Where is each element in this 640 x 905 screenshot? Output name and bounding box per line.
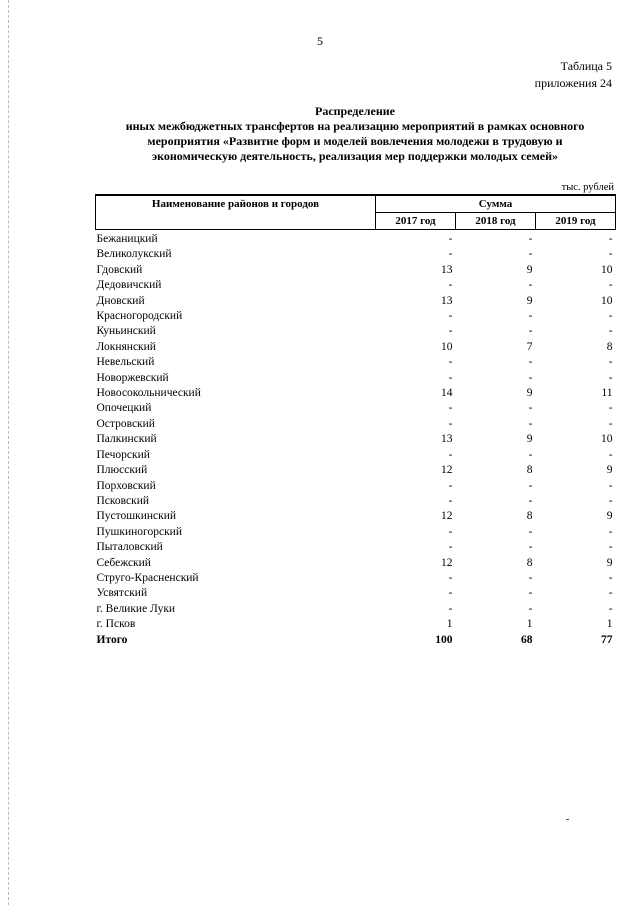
row-value: - — [528, 448, 533, 461]
row-value: - — [608, 494, 613, 507]
row-value: 8 — [606, 340, 613, 353]
row-value: - — [448, 279, 453, 292]
row-value: 13 — [441, 433, 453, 446]
row-name: Дновский — [96, 294, 145, 307]
table-row — [96, 417, 616, 432]
row-value: - — [608, 233, 613, 245]
total-value: 77 — [601, 633, 613, 646]
row-value: - — [528, 279, 533, 292]
row-value: 11 — [601, 387, 613, 400]
table-row — [96, 263, 616, 278]
row-value: - — [608, 479, 613, 492]
row-name: Красногородский — [96, 310, 183, 323]
year-header-2017: 2017 год — [376, 213, 456, 230]
name-column-header: Наименование районов и городов — [96, 195, 376, 230]
row-value: - — [528, 417, 533, 430]
table-row — [96, 617, 616, 632]
row-value: - — [608, 356, 613, 369]
row-value: - — [528, 371, 533, 384]
table-row — [96, 294, 616, 309]
row-name: Великолукский — [96, 248, 172, 261]
row-value: - — [528, 402, 533, 415]
row-value: - — [608, 602, 613, 615]
row-name: Куньинский — [96, 325, 156, 338]
row-name: Плюсский — [96, 464, 148, 477]
table-row — [96, 401, 616, 416]
row-name: Печорский — [96, 448, 150, 461]
row-value: 9 — [526, 387, 533, 400]
title-line-2: иных межбюджетных трансфертов на реализацию мероприятий в рамках основного — [125, 119, 585, 133]
row-name: Бежаницкий — [96, 233, 158, 245]
row-value: 13 — [441, 263, 453, 276]
row-name: Локнянский — [96, 340, 156, 353]
row-value: 9 — [606, 556, 613, 569]
row-value: - — [528, 525, 533, 538]
row-value: - — [608, 310, 613, 323]
row-value: - — [448, 310, 453, 323]
row-value: - — [448, 233, 453, 245]
table-row — [96, 448, 616, 463]
row-name: Дедовичский — [96, 279, 162, 292]
table-row — [96, 571, 616, 586]
row-value: 14 — [441, 387, 453, 400]
page-number: 5 — [317, 34, 323, 48]
row-name: Усвятский — [96, 587, 148, 600]
row-value: - — [528, 587, 533, 600]
row-value: - — [528, 571, 533, 584]
table-row — [96, 463, 616, 478]
row-name: Пыталовский — [96, 541, 163, 554]
title-line-4: экономическую деятельность, реализация мер поддержки молодых семей» — [151, 149, 559, 163]
row-value: - — [608, 248, 613, 261]
row-name: Новосокольнический — [96, 387, 201, 400]
row-value: 9 — [526, 294, 533, 307]
row-value: - — [528, 233, 533, 245]
row-value: - — [608, 587, 613, 600]
row-value: 8 — [526, 556, 533, 569]
page-edge-rule — [8, 0, 9, 905]
row-value: 9 — [526, 433, 533, 446]
row-value: - — [528, 248, 533, 261]
row-value: - — [608, 325, 613, 338]
row-value: 10 — [441, 340, 453, 353]
document-title — [90, 104, 620, 164]
stray-mark: - — [566, 814, 570, 825]
table-row — [96, 479, 616, 494]
table-row — [96, 309, 616, 324]
row-value: - — [448, 479, 453, 492]
row-name: Пустошкинский — [96, 510, 177, 523]
row-value: - — [448, 248, 453, 261]
row-value: 9 — [526, 263, 533, 276]
row-value: 1 — [526, 618, 533, 631]
table-body — [96, 230, 616, 648]
table-row — [96, 509, 616, 524]
row-value: - — [528, 602, 533, 615]
row-value: - — [448, 494, 453, 507]
row-name: Невельский — [96, 356, 155, 369]
row-name: Струго-Красненский — [96, 571, 199, 584]
row-name: Порховский — [96, 479, 156, 492]
table-reference — [535, 58, 612, 92]
row-value: - — [448, 325, 453, 338]
row-value: - — [448, 571, 453, 584]
table-row — [96, 324, 616, 339]
row-name: Гдовский — [96, 263, 143, 276]
year-header-2019: 2019 год — [536, 213, 616, 230]
row-value: - — [528, 356, 533, 369]
total-value: 100 — [435, 633, 453, 646]
row-value: 9 — [606, 464, 613, 477]
row-name: Палкинский — [96, 433, 157, 446]
row-value: - — [608, 525, 613, 538]
row-value: - — [608, 417, 613, 430]
total-row — [96, 633, 616, 648]
table-row — [96, 540, 616, 555]
row-value: 12 — [441, 464, 453, 477]
table-row — [96, 340, 616, 355]
table-row — [96, 386, 616, 401]
row-value: - — [608, 448, 613, 461]
table-row — [96, 602, 616, 617]
row-value: 13 — [441, 294, 453, 307]
table-row — [96, 494, 616, 509]
row-name: Новоржевский — [96, 371, 169, 384]
row-value: - — [528, 325, 533, 338]
row-value: 1 — [606, 618, 613, 631]
row-name: г. Псков — [96, 618, 136, 631]
row-value: 12 — [441, 556, 453, 569]
table-row — [96, 355, 616, 370]
row-value: 10 — [601, 433, 613, 446]
row-value: 9 — [606, 510, 613, 523]
row-name: Островский — [96, 417, 155, 430]
row-value: 10 — [601, 263, 613, 276]
row-value: - — [448, 602, 453, 615]
table-row — [96, 278, 616, 293]
row-value: - — [448, 541, 453, 554]
row-value: - — [448, 356, 453, 369]
row-value: - — [528, 494, 533, 507]
row-name: Себежский — [96, 556, 151, 569]
total-value: 68 — [521, 633, 533, 646]
row-value: - — [448, 371, 453, 384]
table-reference-line-1: Таблица 5 — [560, 59, 612, 73]
row-value: - — [528, 479, 533, 492]
row-value: 8 — [526, 510, 533, 523]
row-value: - — [448, 448, 453, 461]
row-value: - — [608, 571, 613, 584]
row-value: - — [448, 525, 453, 538]
row-value: - — [448, 417, 453, 430]
table-row — [96, 371, 616, 386]
row-value: - — [448, 402, 453, 415]
row-value: 1 — [446, 618, 453, 631]
title-line-1: Распределение — [314, 104, 396, 118]
row-value: - — [608, 402, 613, 415]
row-name: Пушкиногорский — [96, 525, 182, 538]
table-reference-line-2: приложения 24 — [534, 76, 612, 90]
table-row — [96, 432, 616, 447]
row-name: г. Великие Луки — [96, 602, 176, 615]
table-row — [96, 556, 616, 571]
row-value: 10 — [601, 294, 613, 307]
title-line-3: мероприятия «Развитие форм и моделей вовлечения молодежи в трудовую и — [147, 134, 563, 148]
table-row — [96, 525, 616, 540]
row-name: Псковский — [96, 494, 150, 507]
row-value: - — [608, 541, 613, 554]
row-value: 8 — [526, 464, 533, 477]
total-label: Итого — [96, 633, 128, 646]
year-header-2018: 2018 год — [456, 213, 536, 230]
row-value: - — [528, 541, 533, 554]
row-value: 12 — [441, 510, 453, 523]
table-row — [96, 586, 616, 601]
row-value: - — [608, 279, 613, 292]
row-value: - — [448, 587, 453, 600]
table-row — [96, 247, 616, 262]
units-label: тыс. рублей — [561, 182, 614, 193]
row-value: - — [608, 371, 613, 384]
row-value: 7 — [526, 340, 533, 353]
row-value: - — [528, 310, 533, 323]
table-row — [96, 230, 616, 248]
distribution-table — [95, 194, 616, 648]
sum-column-header: Сумма — [376, 195, 616, 213]
row-name: Опочецкий — [96, 402, 152, 415]
